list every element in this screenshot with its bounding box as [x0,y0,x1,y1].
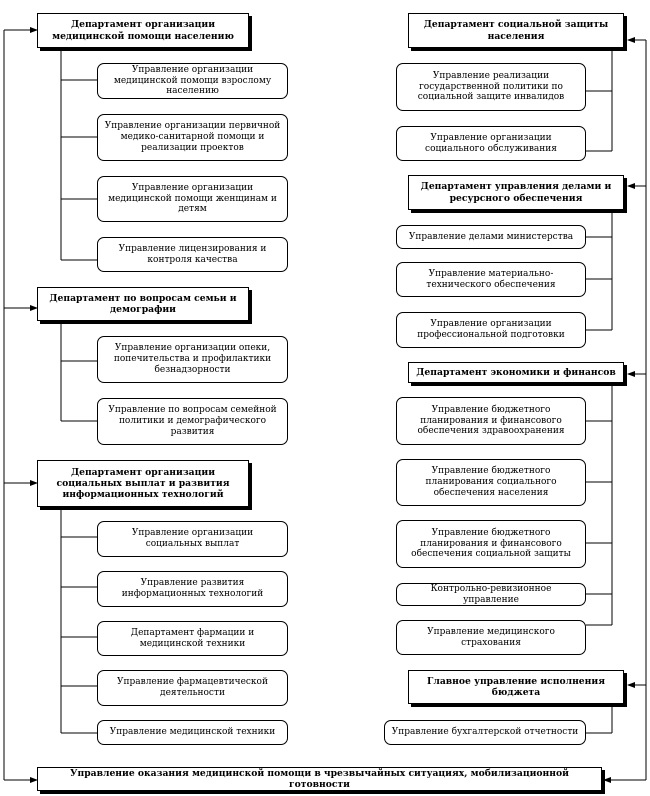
unit-material-support: Управление материально-технического обеспечения [396,262,586,297]
dept-social-payments-it: Департамент организации социальных выплат и развития информационных технологий [37,460,249,507]
dept-budget-execution: Главное управление исполнения бюджета [408,670,624,704]
unit-primary-care: Управление организации первичной медико-санитарной помощи и реализации проектов [97,114,288,161]
unit-budget-health: Управление бюджетного планирования и финансового обеспечения здравоохранения [396,397,586,445]
dept-economy-finance: Департамент экономики и финансов [408,362,624,383]
unit-women-children-care: Управление организации медицинской помощи женщинам и детям [97,176,288,222]
unit-budget-social: Управление бюджетного планирования социального обеспечения населения [396,459,586,506]
unit-adult-care: Управление организации медицинской помощи взрослому населению [97,63,288,99]
unit-it-development: Управление развития информационных технологий [97,571,288,607]
dept-affairs-resources: Департамент управления делами и ресурсного обеспечения [408,175,624,210]
unit-accounting-reports: Управление бухгалтерской отчетности [384,720,586,745]
unit-pharmacy-dept: Департамент фармации и медицинской техники [97,621,288,656]
unit-ministry-affairs: Управление делами министерства [396,225,586,249]
unit-professional-training: Управление организации профессиональной подготовки [396,312,586,348]
unit-pharmaceutical-activity: Управление фармацевтической деятельности [97,670,288,706]
dept-family-demography: Департамент по вопросам семьи и демографии [37,287,249,321]
dept-medical-care: Департамент организации медицинской помощи населению [37,13,249,48]
unit-medical-equipment: Управление медицинской техники [97,720,288,745]
unit-licensing-quality: Управление лицензирования и контроля качества [97,237,288,272]
unit-audit: Контрольно-ревизионное управление [396,583,586,606]
dept-emergency-mobilization: Управление оказания медицинской помощи в чрезвычайных ситуациях, мобилизационной готовности [37,767,602,791]
unit-disabled-protection: Управление реализации государственной политики по социальной защите инвалидов [396,63,586,111]
unit-social-services: Управление организации социального обслуживания [396,126,586,161]
unit-guardianship: Управление организации опеки, попечительства и профилактики безнадзорности [97,336,288,383]
unit-family-policy: Управление по вопросам семейной политики и демографического развития [97,398,288,445]
unit-medical-insurance: Управление медицинского страхования [396,620,586,655]
unit-budget-social-protection: Управление бюджетного планирования и финансового обеспечения социальной защиты [396,520,586,568]
unit-social-payments: Управление организации социальных выплат [97,521,288,557]
dept-social-protection: Департамент социальной защиты населения [408,13,624,48]
